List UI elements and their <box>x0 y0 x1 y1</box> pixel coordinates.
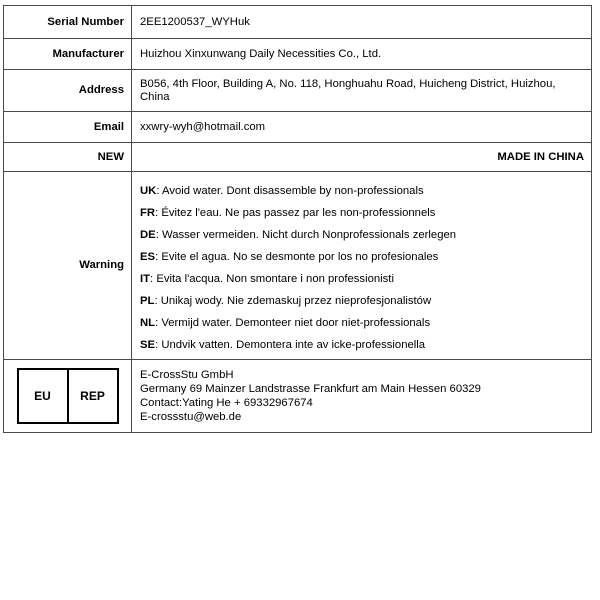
warning-text: : Evite el agua. No se desmonte por los no profesionales <box>155 250 439 263</box>
address-key: Address <box>4 70 132 112</box>
new-key: NEW <box>4 143 132 172</box>
warning-text: : Wasser vermeiden. Nicht durch Nonprofessionals zerlegen <box>155 228 457 241</box>
manufacturer-key: Manufacturer <box>4 39 132 70</box>
warning-row <box>4 172 592 360</box>
warning-line-pl <box>140 290 584 312</box>
warning-text: : Undvik vatten. Demontera inte av icke-professionella <box>155 338 426 351</box>
language-code: FR <box>140 206 156 219</box>
eu-rep-contact <box>132 360 592 433</box>
email-value: xxwry-wyh@hotmail.com <box>132 112 592 143</box>
email-row <box>4 112 592 143</box>
manufacturer-value: Huizhou Xinxunwang Daily Necessities Co., Ltd. <box>132 39 592 70</box>
eu-rep-company: E-CrossStu GmbH <box>140 369 234 381</box>
new-row <box>4 143 592 172</box>
eu-rep-email: E-crossstu@web.de <box>140 411 242 423</box>
product-label-table <box>3 5 592 433</box>
language-code: ES <box>140 250 156 263</box>
warning-text: : Avoid water. Dont disassemble by non-professionals <box>156 184 424 197</box>
warning-line-de <box>140 224 584 246</box>
eu-rep-icon <box>17 368 119 424</box>
email-key: Email <box>4 112 132 143</box>
serial-number-key: Serial Number <box>4 6 132 39</box>
language-code: NL <box>140 316 156 329</box>
warning-line-se <box>140 334 584 356</box>
warning-list <box>140 176 584 356</box>
warning-line-uk <box>140 180 584 202</box>
eu-rep-contact-person: Contact:Yating He + 69332967674 <box>140 397 313 409</box>
manufacturer-row <box>4 39 592 70</box>
language-code: IT <box>140 272 151 285</box>
eu-rep-row <box>4 360 592 433</box>
language-code: DE <box>140 228 156 241</box>
warning-text: : Evita l'acqua. Non smontare i non professionisti <box>150 272 394 285</box>
warning-text: : Évitez l'eau. Ne pas passez par les non-professionnels <box>155 206 436 219</box>
language-code: SE <box>140 338 156 351</box>
warning-key: Warning <box>4 172 132 360</box>
warning-line-it <box>140 268 584 290</box>
warning-text: : Vermijd water. Demonteer niet door niet-professionals <box>155 316 431 329</box>
eu-rep-symbol-rep: REP <box>67 370 117 422</box>
eu-rep-symbol-eu: EU <box>34 388 51 403</box>
warning-text: : Unikaj wody. Nie zdemaskuj przez nieprofesjonalistów <box>154 294 432 307</box>
language-code: UK <box>140 184 157 197</box>
language-code: PL <box>140 294 155 307</box>
made-in-china-text: MADE IN CHINA <box>497 150 584 163</box>
warning-line-fr <box>140 202 584 224</box>
address-value: B056, 4th Floor, Building A, No. 118, Honghuahu Road, Huicheng District, Huizhou, China <box>132 70 592 112</box>
eu-rep-symbol-cell <box>4 360 132 433</box>
warning-line-es <box>140 246 584 268</box>
serial-number-row <box>4 6 592 39</box>
warning-line-nl <box>140 312 584 334</box>
serial-number-value: 2EE1200537_WYHuk <box>132 6 592 39</box>
eu-rep-address: Germany 69 Mainzer Landstrasse Frankfurt am Main Hessen 60329 <box>140 383 481 395</box>
address-row <box>4 70 592 112</box>
